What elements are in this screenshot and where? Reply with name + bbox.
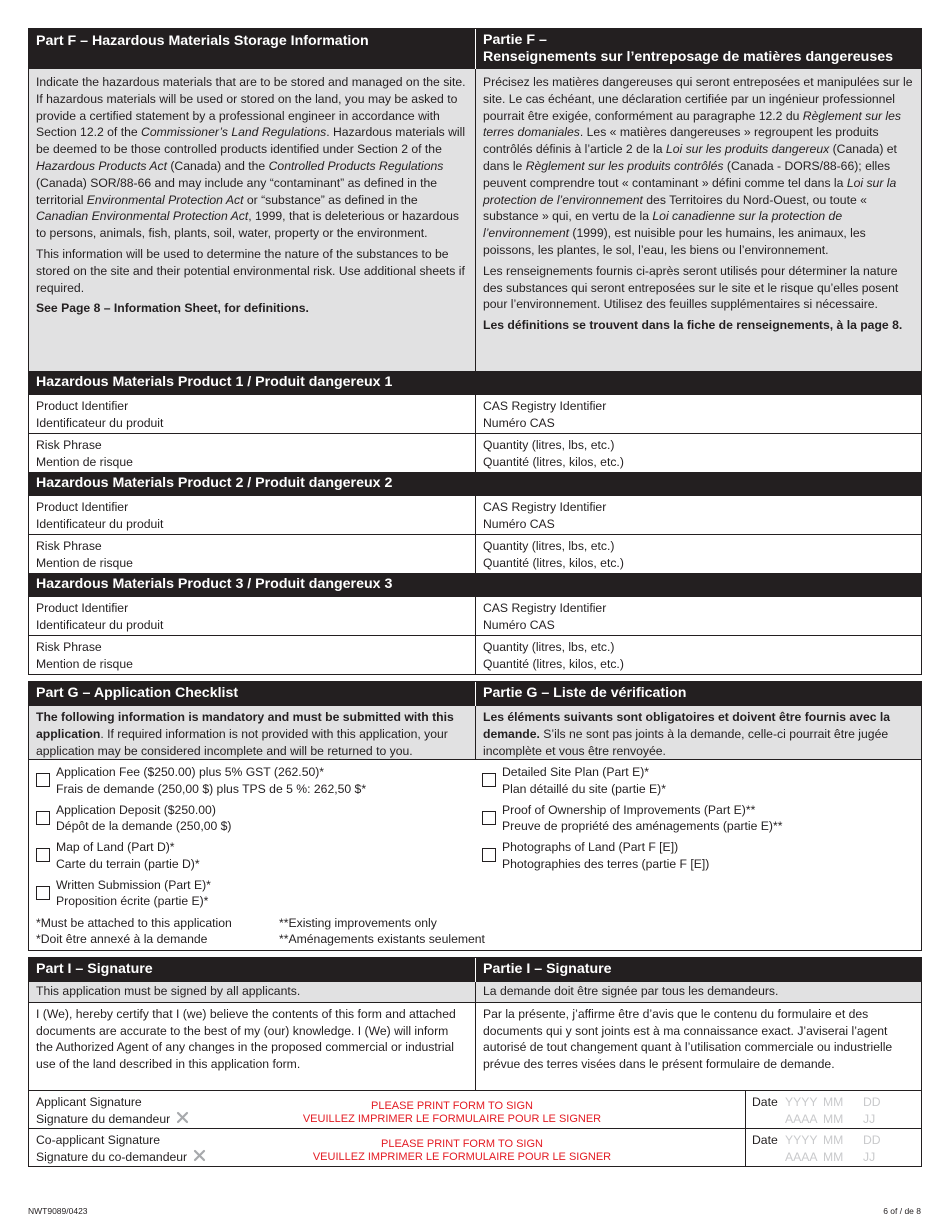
checklist-right: [475, 764, 921, 911]
product-2-identifier-field[interactable]: Product Identifier Identificateur du produit: [36, 500, 164, 531]
part-i-header: [29, 958, 921, 982]
form-number: NWT9089/0423: [28, 1206, 88, 1216]
part-i-title-en: Part I – Signature: [36, 960, 153, 977]
part-f-title-fr-line2: Renseignements sur l’entreposage de matières dangereuses: [483, 49, 894, 65]
part-g-title-en: Part G – Application Checklist: [36, 685, 239, 701]
checkbox[interactable]: [36, 811, 50, 825]
applicant-date-field[interactable]: [745, 1091, 921, 1128]
product-3-risk-field[interactable]: Risk Phrase Mention de risque: [36, 640, 133, 671]
checklist-item-written-submission[interactable]: Written Submission (Part E)* Proposition écrite (partie E)*: [29, 877, 475, 915]
part-f-intro-fr: [475, 69, 921, 371]
product-2-quantity-field[interactable]: Quantity (litres, lbs, etc.) Quantité (litres, kilos, etc.): [475, 535, 921, 573]
product-1-row-2: [29, 433, 921, 472]
checklist-item-photographs[interactable]: Photographs of Land (Part F [E]) Photographies des terres (partie F [E]): [475, 839, 921, 877]
part-f-intro-fr-p3: Les définitions se trouvent dans la fiche de renseignements, à la page 8.: [483, 318, 903, 333]
applicant-signature-row: [29, 1090, 921, 1128]
product-1-quantity-field[interactable]: Quantity (litres, lbs, etc.) Quantité (litres, kilos, etc.): [475, 434, 921, 472]
checkbox[interactable]: [482, 773, 496, 787]
date-placeholder: YYYY MM DD AAAA MM JJ: [785, 1132, 881, 1164]
product-3-row-1: [29, 597, 921, 635]
checklist-item-application-fee[interactable]: Application Fee ($250.00) plus 5% GST (262.50)* Frais de demande (250,00 $) plus TPS de 5 %: 262,50 $*: [29, 764, 475, 802]
part-f-intro-fr-p1: Précisez les matières dangereuses qui seront entreposées et manipulées sur le site. Le cas échéant, une déclaration certifiée par un ingénieur professionnel pourrait être exigée, conformément au paragraphe 12.2 du Règlement sur les terres domaniales. Les « matières dangereuses » regroupent les produits contrôlés définis à l’article 2 de la Loi sur les produits dangereux (Canada) et dans le Règlement sur les produits contrôlés (Canada - DORS/88-66); elles peuvent comprendre tout « contaminant » défini comme tel dans la Loi sur la protection de l’environnement des Territoires du Nord-Ouest, ou toute « substance » qui, en vertu de la Loi canadienne sur la protection de l’environnement (1999), est nuisible pour les humains, les animaux, les poissons, les plantes, le sol, l’eau, les biens ou l’environnement.: [483, 75, 913, 257]
product-3-cas-field[interactable]: CAS Registry Identifier Numéro CAS: [475, 597, 921, 635]
product-3-row-2: [29, 635, 921, 674]
part-g-checklist: [29, 760, 921, 915]
product-3-identifier-field[interactable]: Product Identifier Identificateur du produit: [36, 601, 164, 632]
checklist-item-application-deposit[interactable]: Application Deposit ($250.00) Dépôt de la demande (250,00 $): [29, 802, 475, 840]
checklist-item-map-of-land[interactable]: Map of Land (Part D)* Carte du terrain (partie D)*: [29, 839, 475, 877]
part-g-title-fr: Partie G – Liste de vérification: [475, 682, 921, 706]
part-g-intro-fr: Les éléments suivants sont obligatoires et doivent être fournis avec la demande. S’ils ne sont pas joints à la demande, celle-ci pourrait être jugée incomplète et vous être renvoyée.: [475, 706, 921, 759]
product-3-quantity-field[interactable]: Quantity (litres, lbs, etc.) Quantité (litres, kilos, etc.): [475, 636, 921, 674]
date-label: Date: [752, 1132, 778, 1147]
part-g-section: [28, 681, 922, 951]
date-label: Date: [752, 1094, 778, 1109]
product-2-row-2: [29, 534, 921, 573]
checkbox[interactable]: [36, 886, 50, 900]
coapplicant-date-field[interactable]: [745, 1129, 921, 1166]
product-2-row-1: [29, 496, 921, 534]
part-g-intro-en: The following information is mandatory and must be submitted with this application. If required information is not provided with this application, your application may be considered incomplete and will be returned to you.: [36, 710, 454, 758]
applicant-signature-field[interactable]: Applicant Signature Signature du demandeur PLEASE PRINT FORM TO SIGN VEUILLEZ IMPRIMER LE FORMULAIRE POUR LE SIGNER: [29, 1091, 745, 1128]
checkbox[interactable]: [482, 848, 496, 862]
part-f-title-en: Part F – Hazardous Materials Storage Information: [36, 33, 369, 49]
form-page: [28, 28, 922, 1167]
product-2-cas-field[interactable]: CAS Registry Identifier Numéro CAS: [475, 496, 921, 534]
checkbox[interactable]: [36, 773, 50, 787]
checklist-item-site-plan[interactable]: Detailed Site Plan (Part E)* Plan détaillé du site (partie E)*: [475, 764, 921, 802]
part-f-intro-en-p3: See Page 8 – Information Sheet, for definitions.: [36, 301, 309, 316]
product-1-identifier-field[interactable]: Product Identifier Identificateur du produit: [36, 399, 164, 430]
coapplicant-signature-field[interactable]: Co-applicant Signature Signature du co-demandeur PLEASE PRINT FORM TO SIGN VEUILLEZ IMPRIMER LE FORMULAIRE POUR LE SIGNER: [29, 1129, 745, 1166]
product-1-risk-field[interactable]: Risk Phrase Mention de risque: [36, 438, 133, 469]
part-i-certification: [29, 1003, 921, 1090]
part-g-intro: [29, 706, 921, 760]
product-1-row-1: [29, 395, 921, 433]
product-2-header: Hazardous Materials Product 2 / Produit dangereux 2: [29, 472, 921, 496]
part-f-intro-en-p1: Indicate the hazardous materials that are to be stored and managed on the site. If hazardous materials will be used or stored on the land, you may be asked to provide a certified statement by a professional engineer in accordance with Section 12.2 of the Commissioner’s Land Regulations. Hazardous materials will be deemed to be those controlled products identified under Section 2 of the Hazardous Products Act (Canada) and the Controlled Products Regulations (Canada) SOR/88-66 and may include any “contaminant” as defined in the territorial Environmental Protection Act or “substance” as defined in the Canadian Environmental Protection Act, 1999, that is deleterious or hazardous to persons, animals, fish, plants, soil, water, property or the environment.: [36, 75, 466, 241]
page-number: 6 of / de 8: [883, 1206, 921, 1216]
part-f-intro-en-p2: This information will be used to determine the nature of the substances to be stored on the site and their potential environmental risk. Use additional sheets if required.: [36, 246, 465, 295]
part-i-subtitle: [29, 982, 921, 1003]
checklist-item-proof-of-ownership[interactable]: Proof of Ownership of Improvements (Part E)** Preuve de propriété des aménagements (partie E)**: [475, 802, 921, 840]
part-i-section: [28, 957, 922, 1167]
part-f-title-fr-line1: Partie F –: [483, 32, 547, 48]
part-i-title-fr: Partie I – Signature: [475, 958, 921, 982]
certification-en: I (We), hereby certify that I (we) believe the contents of this form and attached documents are accurate to the best of my (our) knowledge. I (We) will inform the Authorized Agent of any changes in the proposed commercial or industrial use of the land described in this application form.: [36, 1006, 456, 1072]
checkbox[interactable]: [482, 811, 496, 825]
part-f-header: [29, 29, 921, 69]
part-g-notes: [29, 915, 921, 950]
product-3-header: Hazardous Materials Product 3 / Produit dangereux 3: [29, 573, 921, 597]
part-f-section: [28, 28, 922, 675]
product-2-risk-field[interactable]: Risk Phrase Mention de risque: [36, 539, 133, 570]
checklist-left: [29, 764, 475, 911]
part-i-subtitle-en: This application must be signed by all applicants.: [36, 983, 301, 998]
print-to-sign-notice: PLEASE PRINT FORM TO SIGN VEUILLEZ IMPRIMER LE FORMULAIRE POUR LE SIGNER: [312, 1137, 612, 1163]
certification-fr: Par la présente, j’affirme être d’avis que le contenu du formulaire et des documents qui y sont joints est à ma connaissance exact. J’aviserai l’agent autorisé de tout changement quant à l’utilisation commerciale ou industrielle prévue des terres visées dans le présent formulaire de demande.: [475, 1003, 921, 1090]
part-f-title-fr: [475, 29, 921, 69]
checkbox[interactable]: [36, 848, 50, 862]
note-existing: **Existing improvements only **Aménagements existants seulement: [279, 916, 485, 947]
part-f-intro-fr-p2: Les renseignements fournis ci-après seront utilisés pour déterminer la nature des substances qui seront entreposées sur le site et le risque qu’elles posent pour l’environnement. Utilisez des feuilles supplémentaires si nécessaire.: [483, 263, 899, 312]
part-i-subtitle-fr: La demande doit être signée par tous les demandeurs.: [475, 982, 921, 1002]
part-f-intro: [29, 69, 921, 371]
part-g-header: [29, 682, 921, 706]
product-1-header: Hazardous Materials Product 1 / Produit dangereux 1: [29, 371, 921, 395]
note-attach: *Must be attached to this application *Doit être annexé à la demande: [36, 916, 232, 947]
part-f-intro-en: [29, 69, 475, 371]
print-to-sign-notice: PLEASE PRINT FORM TO SIGN VEUILLEZ IMPRIMER LE FORMULAIRE POUR LE SIGNER: [302, 1099, 602, 1125]
coapplicant-signature-row: [29, 1128, 921, 1166]
date-placeholder: YYYY MM DD AAAA MM JJ: [785, 1094, 881, 1126]
product-1-cas-field[interactable]: CAS Registry Identifier Numéro CAS: [475, 395, 921, 433]
